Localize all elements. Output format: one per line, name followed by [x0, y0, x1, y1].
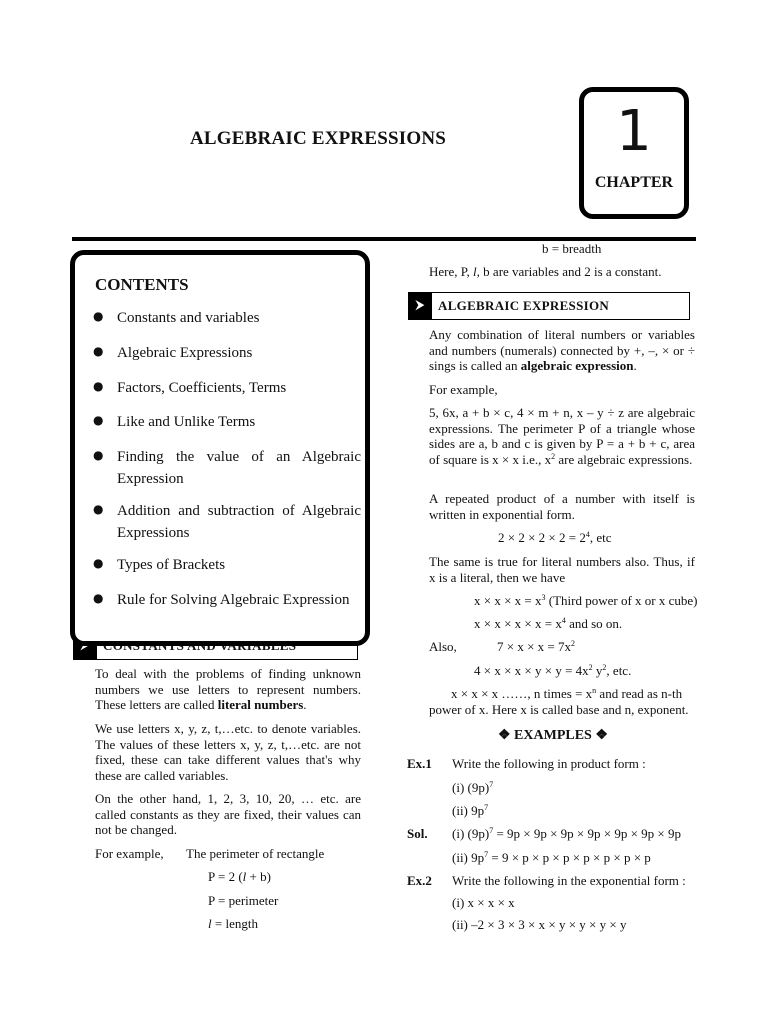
paragraph-literal-numbers: To deal with the problems of finding unknown numbers we use letters to represent numbers. These letters are called literal numbers. — [95, 666, 361, 712]
paragraph-constants: On the other hand, 1, 2, 3, 10, 20, … etc. are called constants as they are fixed, their values can not be changed. — [95, 791, 361, 837]
formula-perimeter: P = 2 (l + b) — [208, 869, 271, 884]
definition-b: b = breadth — [542, 241, 602, 256]
paragraph-examples: 5, 6x, a + b × c, 4 × m + n, x – y ÷ z are algebraic expressions. The perimeter P of a triangle whose sides are a, b and c is given by P = a + b + c, area of square is x × x i.e., $x^2$ are algebraic expressions. — [429, 405, 695, 467]
equation-4x2y2: $4 \times x \times x \times y \times y = 4x^2$ $y^2$, etc. — [474, 663, 632, 678]
example-label: For example, — [95, 846, 164, 861]
header-divider — [72, 237, 696, 241]
chapter-label: CHAPTER — [594, 174, 674, 191]
equation-nth-power: x × x × x ……, n times = $x^n$ and read as n-th — [451, 686, 683, 701]
ex2-part-ii: (ii) –2 × 3 × 3 × x × y × y × y × y — [452, 917, 627, 932]
also-label: Also, — [429, 639, 457, 654]
contents-item: ● Types of Brackets — [117, 554, 361, 576]
variables-statement: Here, P, l, b are variables and 2 is a constant. — [429, 264, 662, 279]
ex1-label: Ex.1 — [407, 756, 432, 771]
ex1-question: Write the following in product form : — [452, 756, 646, 771]
equation-x-fourth: $x \times x \times x \times x = x^4$ and so on. — [474, 616, 623, 631]
paragraph-definition: Any combination of literal numbers or variables and numbers (numerals) connected by +, –, × or ÷ sings is called an algebraic expression. — [429, 327, 695, 373]
sol-label: Sol. — [407, 826, 428, 841]
contents-heading: CONTENTS — [95, 275, 189, 294]
for-example: For example, — [429, 382, 498, 397]
contents-item: ● Finding the value of an Algebraic Expression — [117, 446, 361, 490]
contents-item: ● Like and Unlike Terms — [117, 411, 361, 433]
equation-7x2: $7 \times x \times x = 7x^2$ — [497, 639, 575, 654]
page-title: ALGEBRAIC EXPRESSIONS — [190, 128, 447, 149]
paragraph-literal: The same is true for literal numbers also. Thus, if x is a literal, then we have — [429, 554, 695, 585]
ex2-question: Write the following in the exponential form : — [452, 873, 686, 888]
chapter-number: 1 — [616, 99, 652, 164]
equation-powers-of-two: $2 \times 2 \times 2 \times 2 = 2^4$, etc — [498, 530, 612, 545]
contents-item: ● Constants and variables — [117, 307, 361, 329]
ex1-part-ii: (ii) $9p^7$ — [452, 803, 489, 818]
definition-l: l = length — [208, 916, 258, 931]
nth-power-explanation: power of x. Here x is called base and n, exponent. — [429, 702, 689, 717]
section-marker-icon: ⮞ — [408, 293, 432, 319]
contents-item: ● Algebraic Expressions — [117, 342, 361, 364]
ex2-part-i: (i) x × x × x — [452, 895, 515, 910]
contents-item: ● Factors, Coefficients, Terms — [117, 377, 361, 399]
paragraph-exponential: A repeated product of a number with itself is written in exponential form. — [429, 491, 695, 522]
ex2-label: Ex.2 — [407, 873, 432, 888]
ex1-part-i: (i) $(9p)^7$ — [452, 780, 494, 795]
sol-part-ii: (ii) $9p^7 = 9 \times p \times p \times p \times p \times p \times p \times p$ — [452, 850, 651, 865]
section-heading-algebraic-expression — [408, 292, 690, 320]
paragraph-variables: We use letters x, y, z, t,…etc. to denote variables. The values of these letters x, y, z, t,…etc. are not fixed, these can take different values that's why these are called variables. — [95, 721, 361, 783]
section-heading-label: ALGEBRAIC EXPRESSION — [438, 298, 610, 313]
examples-heading: ❖ EXAMPLES ❖ — [498, 728, 608, 743]
equation-x-cube: $x \times x \times x = x^3$ (Third power of x or x cube) — [474, 593, 698, 608]
contents-item: ● Addition and subtraction of Algebraic Expressions — [117, 500, 361, 544]
contents-item: ● Rule for Solving Algebraic Expression — [117, 589, 361, 611]
definition-p: P = perimeter — [208, 893, 279, 908]
contents-box — [70, 250, 370, 646]
example-text: The perimeter of rectangle — [186, 846, 325, 861]
chapter-badge — [579, 87, 689, 219]
sol-part-i: (i) $(9p)^7 = 9p \times 9p \times 9p \times 9p \times 9p \times 9p \times 9p$ — [452, 826, 682, 841]
